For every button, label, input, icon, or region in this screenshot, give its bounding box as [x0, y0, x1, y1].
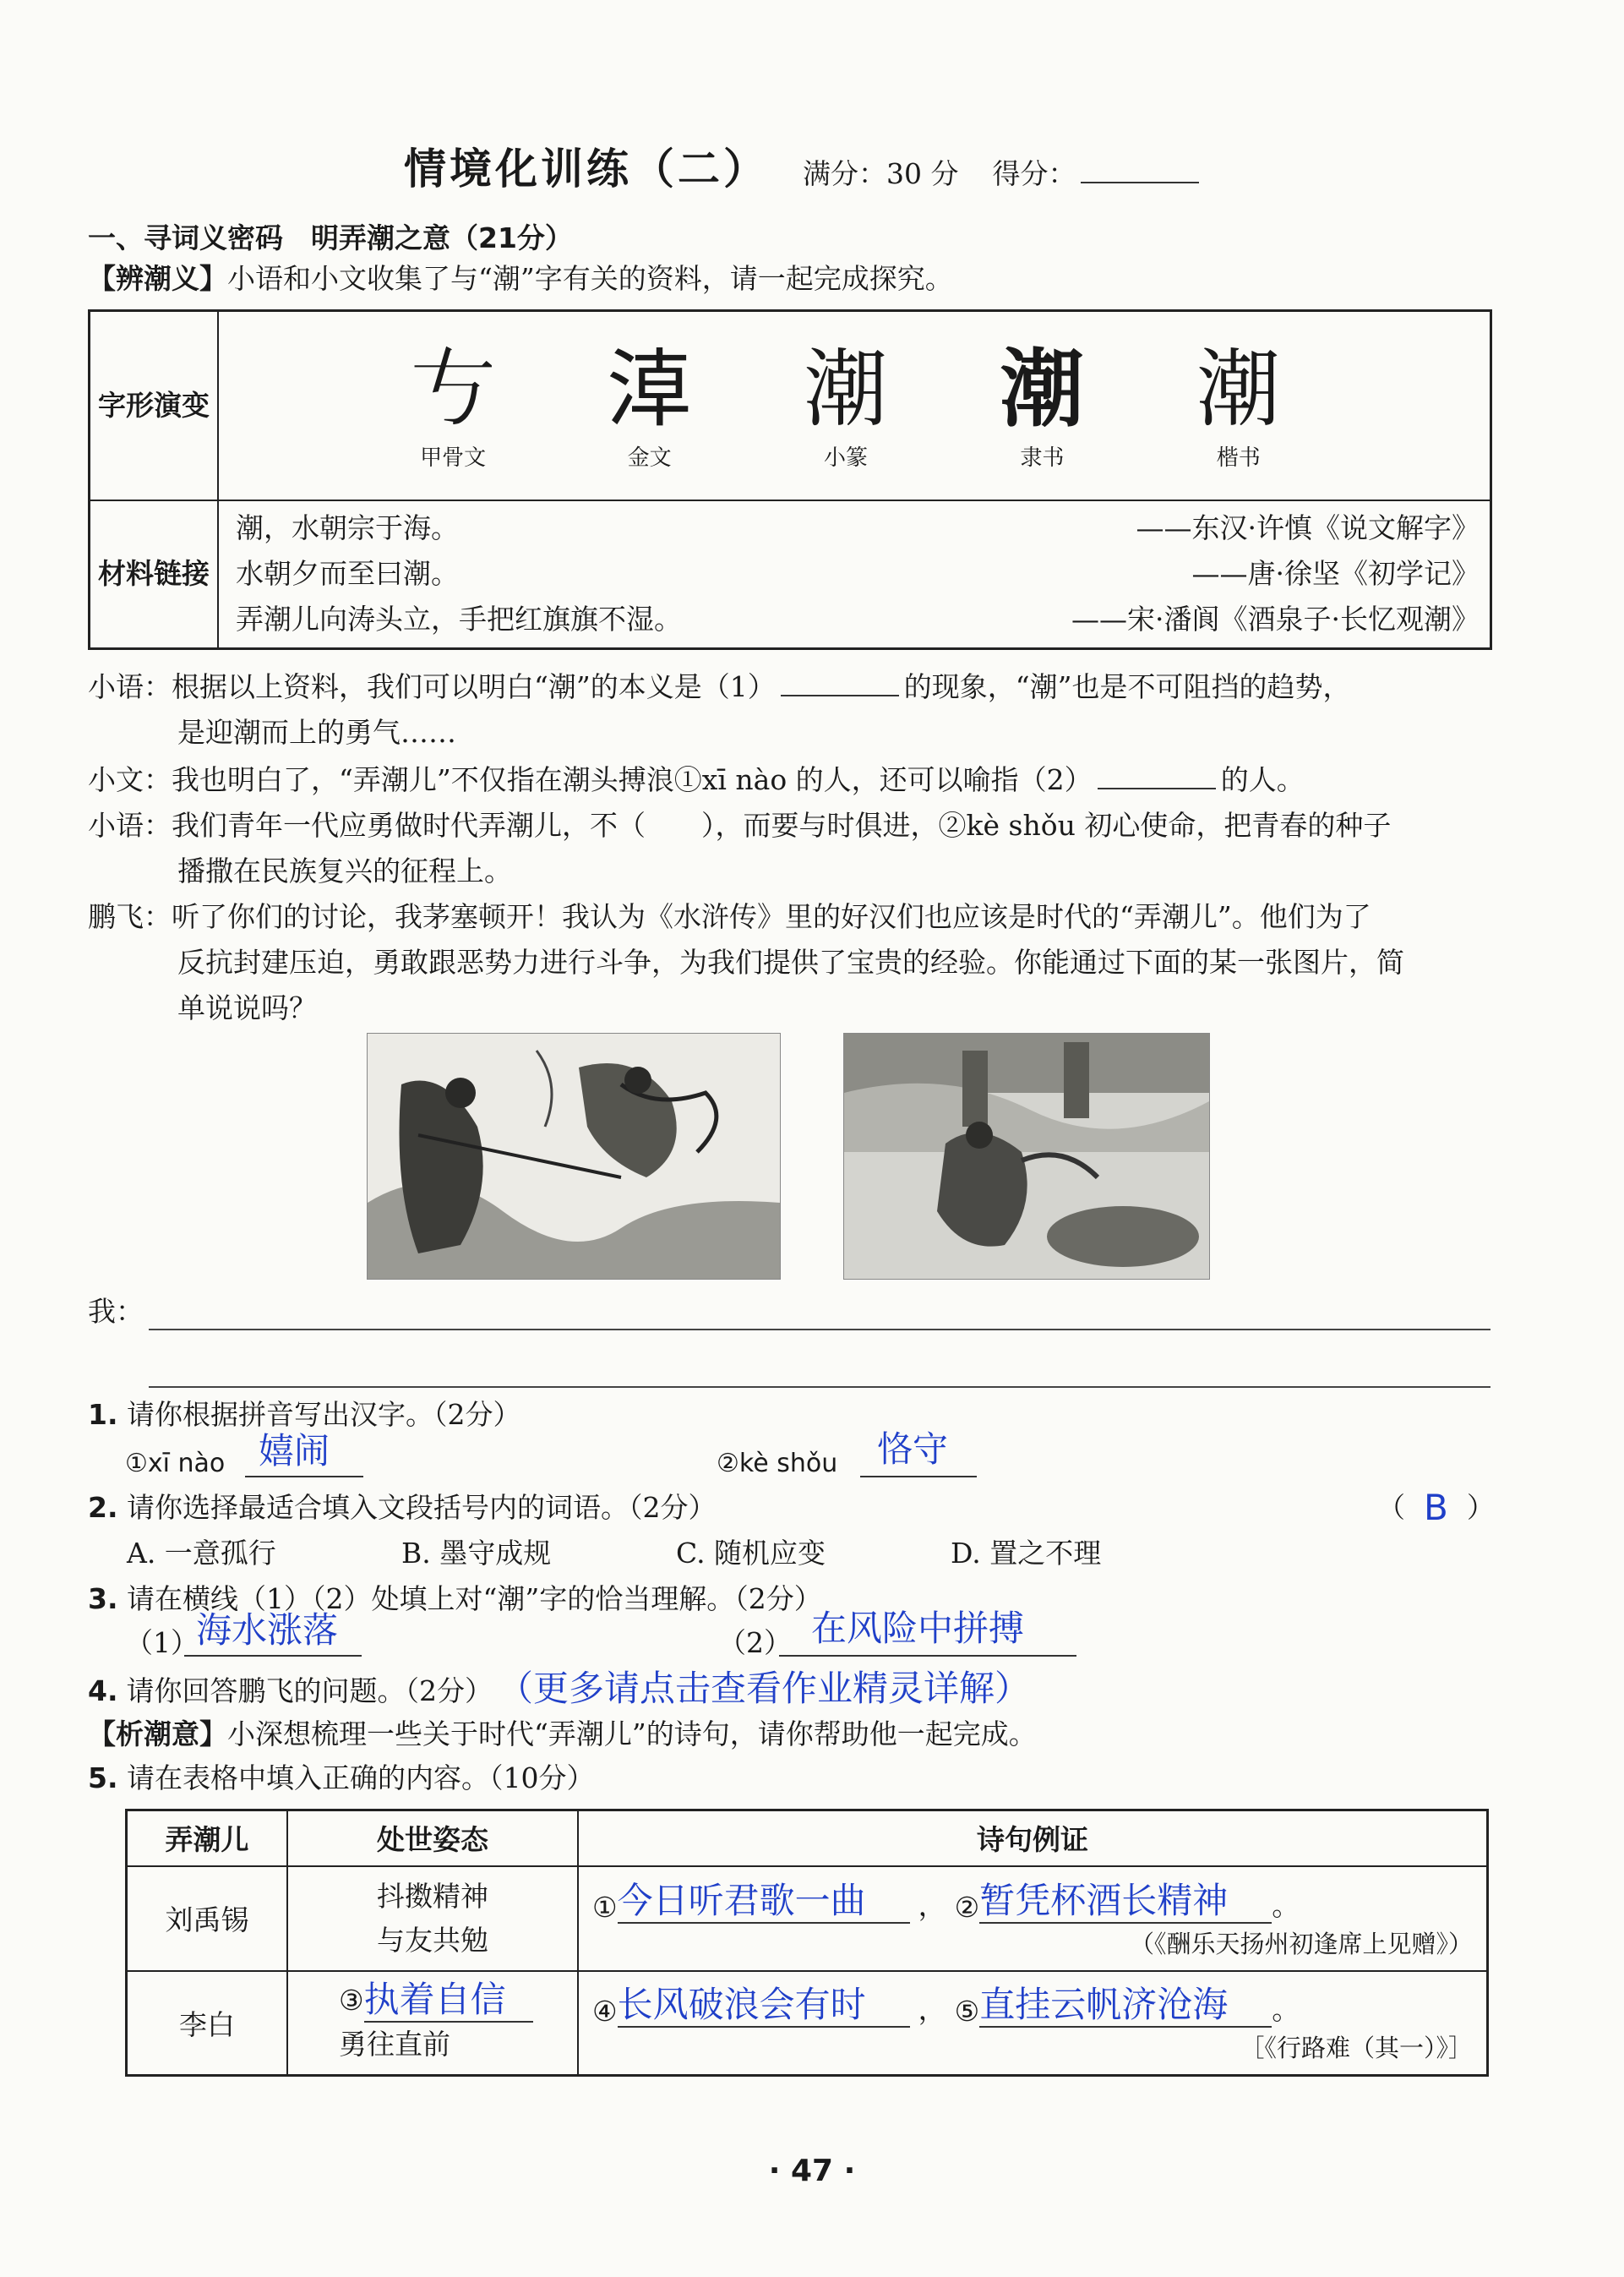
q3-answer-a: 海水涨落	[196, 1609, 339, 1651]
attitude-line	[339, 1979, 576, 2023]
question-text: 请你根据拼音写出汉字。（2分）	[127, 1398, 521, 1431]
q1-answer-b: 恪守	[877, 1428, 949, 1470]
answer-line-1[interactable]	[149, 1329, 1490, 1330]
q1-answer-a: 嬉闹	[259, 1430, 330, 1472]
period: 。	[1272, 1888, 1300, 1922]
blank-mark: ④	[592, 1995, 618, 2029]
q3-answer-b: 在风险中拼搏	[811, 1608, 1025, 1649]
blank-mark: ⑤	[954, 1995, 980, 2029]
poem-line	[592, 1873, 1473, 1924]
question-2	[88, 1489, 717, 1526]
answer-line-2[interactable]	[149, 1386, 1490, 1388]
quote-row	[236, 505, 1480, 551]
answer-3[interactable]: 执着自信	[364, 1979, 533, 2023]
chao-table	[88, 309, 1492, 650]
q3-label-b: （2）	[718, 1626, 792, 1659]
answer-5[interactable]: 直挂云帆济沧海	[979, 1984, 1272, 2028]
illustration-2	[843, 1033, 1210, 1280]
dialogue-text: 的人。	[1220, 763, 1305, 796]
quote-source: ——宋·潘阆《酒泉子·长忆观潮》	[1071, 603, 1480, 636]
glyph-oracle	[411, 339, 495, 472]
dialogue-text: 是迎潮而上的勇气……	[177, 716, 456, 749]
header-person: 弄潮儿	[127, 1810, 288, 1866]
score-label: 得分：	[992, 157, 1076, 190]
glyph-label: 甲骨文	[420, 445, 487, 472]
ink-fight-illustration	[368, 1034, 780, 1279]
q4-answer[interactable]: （更多请点击查看作业精灵详解）	[498, 1668, 1031, 1709]
poetry-table	[125, 1809, 1489, 2077]
page-number: · 47 ·	[768, 2154, 856, 2188]
q3-answer-a-line[interactable]	[184, 1606, 362, 1657]
attitude-line: 勇往直前	[339, 2028, 450, 2061]
q2-answer: B	[1424, 1487, 1448, 1528]
dialogue-line-xiaoyu-2	[88, 803, 1490, 849]
poem-li	[578, 1971, 1488, 2076]
speaker: 小语：	[88, 809, 172, 842]
q2-options	[127, 1535, 1225, 1572]
blank-2[interactable]	[1098, 788, 1216, 789]
attitude-line: 抖擞精神	[377, 1879, 488, 1913]
poem-liu	[578, 1866, 1488, 1971]
ink-scene-illustration	[844, 1034, 1209, 1279]
person-li: 李白	[127, 1971, 288, 2076]
attitude-li	[287, 1971, 578, 2076]
speaker: 小文：	[88, 763, 172, 796]
question-5	[88, 1760, 595, 1797]
question-number: 1.	[88, 1398, 118, 1431]
glyph-char: 潮	[803, 340, 888, 440]
dialogue-text: 播撒在民族复兴的征程上。	[177, 855, 512, 887]
section1-heading: 一、寻词义密码 明弄潮之意（21分）	[88, 221, 573, 254]
attitude-liu	[287, 1866, 578, 1971]
blank-1[interactable]	[781, 695, 899, 696]
paren-close: ）	[1466, 1491, 1495, 1524]
comma: ，	[918, 1888, 946, 1922]
person-liu: 刘禹锡	[127, 1866, 288, 1971]
intro-text: 小语和小文收集了与“潮”字有关的资料，请一起完成探究。	[227, 262, 953, 295]
glyph-label: 隶书	[1020, 445, 1065, 472]
question-text: 请你回答鹏飞的问题。（2分）	[126, 1674, 493, 1707]
quote-text: 水朝夕而至曰潮。	[236, 557, 459, 591]
speaker: 小语：	[88, 670, 172, 703]
dialogue-text: 的现象，“潮”也是不可阻挡的趋势，	[903, 670, 1351, 703]
quote-text: 潮，水朝宗于海。	[236, 511, 459, 545]
dialogue-text: 根据以上资料，我们可以明白“潮”的本义是（1）	[172, 670, 776, 703]
question-number: 5.	[88, 1761, 118, 1794]
blank-mark: ②	[954, 1890, 980, 1924]
poem-line	[592, 1977, 1473, 2028]
dialogue-text: 听了你们的讨论，我茅塞顿开！我认为《水浒传》里的好汉们也应该是时代的“弄潮儿”。他们为了	[172, 900, 1371, 933]
score-blank[interactable]	[1081, 182, 1199, 183]
header-attitude: 处世姿态	[287, 1810, 578, 1866]
glyph-seal	[804, 339, 888, 472]
intro-tag: 【辨潮义】	[88, 262, 227, 295]
q3-answer-b-line[interactable]	[779, 1606, 1076, 1657]
glyph-char: 潮	[1000, 340, 1085, 440]
glyph-regular	[1196, 339, 1281, 472]
answer-4[interactable]: 长风破浪会有时	[618, 1984, 910, 2028]
blank-mark: ①	[592, 1890, 618, 1924]
answer-2[interactable]: 暂凭杯酒长精神	[979, 1880, 1272, 1924]
glyph-clerical	[1000, 339, 1084, 472]
question-number: 4.	[88, 1674, 118, 1707]
full-score: 满分：30 分	[803, 157, 959, 190]
blank-mark: ③	[339, 1984, 364, 2018]
glyph-evolution-cell	[218, 311, 1491, 500]
header-poem: 诗句例证	[578, 1810, 1488, 1866]
option-b[interactable]: B. 墨守成规	[401, 1537, 552, 1570]
speaker: 鹏飞：	[88, 900, 172, 933]
glyph-label: 楷书	[1216, 445, 1261, 472]
quote-source: ——东汉·许慎《说文解字》	[1136, 511, 1480, 545]
materials-cell	[218, 500, 1491, 649]
glyph-char: 𣶃	[607, 340, 692, 440]
dialogue-text: 反抗封建压迫，勇敢跟恶势力进行斗争，为我们提供了宝贵的经验。你能通过下面的某一张图片，简	[177, 946, 1404, 979]
glyph-char: 潮	[1196, 340, 1281, 440]
row-label-glyph: 字形演变	[90, 311, 219, 500]
paren-open: （	[1377, 1491, 1405, 1524]
option-a[interactable]: A. 一意孤行	[127, 1537, 276, 1570]
section2-intro	[88, 1716, 1037, 1753]
question-number: 2.	[88, 1491, 118, 1524]
quote-source: ——唐·徐坚《初学记》	[1191, 557, 1480, 591]
quote-text: 弄潮儿向涛头立，手把红旗旗不湿。	[236, 603, 682, 636]
dialogue-text: 单说说吗？	[177, 991, 317, 1024]
option-d[interactable]: D. 置之不理	[951, 1537, 1102, 1570]
section1-intro	[88, 260, 953, 298]
glyph-bronze	[608, 339, 692, 472]
page-title: 情境化训练（二）	[404, 145, 769, 194]
poem-source: （《酬乐天扬州初逢席上见赠》）	[1129, 1929, 1473, 1958]
glyph-char: 𠀁	[411, 340, 496, 440]
me-label: 我：	[88, 1295, 144, 1328]
question-text: 请你选择最适合填入文段括号内的词语。（2分）	[127, 1491, 717, 1524]
dialogue-text: 我也明白了，“弄潮儿”不仅指在潮头搏浪①xī nào 的人，还可以喻指（2）	[172, 763, 1093, 796]
header	[404, 135, 1199, 196]
option-c[interactable]: C. 随机应变	[676, 1537, 826, 1570]
dialogue-line-xiaoyu-1	[88, 664, 1490, 710]
q2-answer-box	[1377, 1489, 1495, 1526]
quote-row	[236, 551, 1480, 597]
answer-1[interactable]: 今日听君歌一曲	[618, 1880, 910, 1924]
period: 。	[1272, 1993, 1300, 2027]
dialogue-line-xiaowen	[88, 757, 1490, 803]
q1-label-a: ①xī nào	[125, 1449, 226, 1478]
poem-source: ［《行路难（其一）》］	[1240, 2034, 1473, 2063]
question-text: 请在横线（1）（2）处填上对“潮”字的恰当理解。（2分）	[127, 1582, 822, 1615]
glyph-label: 小篆	[823, 445, 868, 472]
question-4	[88, 1670, 1030, 1710]
illustration-1	[367, 1033, 781, 1280]
q1-label-b: ②kè shǒu	[717, 1449, 838, 1478]
attitude-line: 与友共勉	[377, 1923, 488, 1957]
row-label-materials: 材料链接	[90, 500, 219, 649]
comma: ，	[918, 1993, 946, 2027]
q1-answer-b-line[interactable]	[860, 1428, 977, 1477]
q3-label-a: （1）	[125, 1626, 199, 1659]
section2-text: 小深想梳理一些关于时代“弄潮儿”的诗句，请你帮助他一起完成。	[227, 1717, 1037, 1750]
dialogue-line-pengfei	[88, 894, 1490, 940]
glyph-label: 金文	[627, 445, 672, 472]
dialogue	[88, 664, 1490, 1031]
q1-answer-a-line[interactable]	[245, 1428, 363, 1477]
question-number: 3.	[88, 1582, 118, 1615]
question-text: 请在表格中填入正确的内容。（10分）	[127, 1761, 595, 1794]
quote-row	[236, 597, 1480, 642]
section2-tag: 【析潮意】	[88, 1717, 227, 1750]
dialogue-text: 我们青年一代应勇做时代弄潮儿，不（ ），而要与时俱进，②kè shǒu 初心使命，把青春的种子	[172, 809, 1392, 842]
